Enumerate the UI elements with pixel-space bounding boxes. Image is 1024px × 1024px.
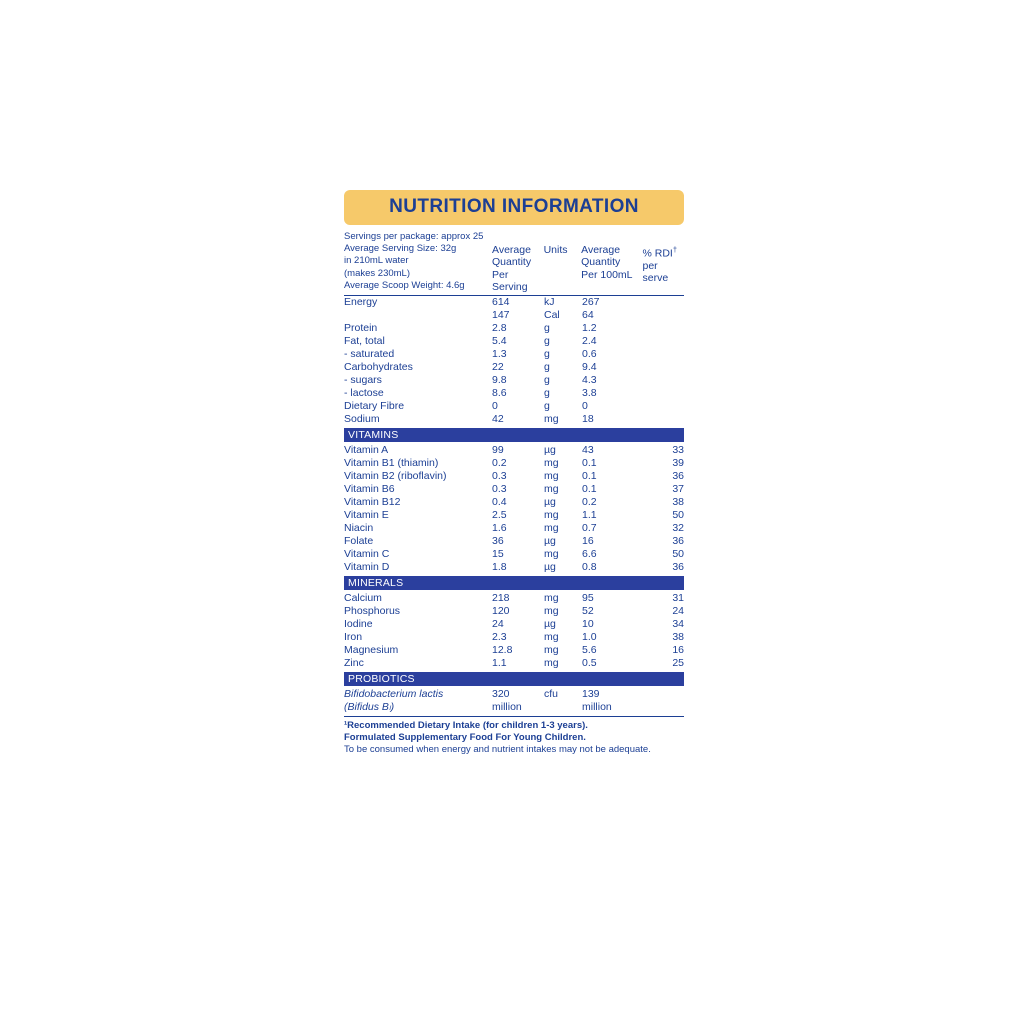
table-row <box>344 335 684 348</box>
table-row <box>344 535 684 548</box>
row-per-100ml-value: 1.2 <box>582 321 597 334</box>
table-row <box>344 631 684 644</box>
row-units-value: µg <box>544 534 556 547</box>
table-row <box>344 618 684 631</box>
table-row <box>344 592 684 605</box>
row-per-100ml-value: 1.0 <box>582 630 597 643</box>
table-column-headers <box>492 244 684 294</box>
row-nutrient-name: Vitamin B12 <box>344 495 401 508</box>
row-per-serving-value: 1.1 <box>492 656 507 669</box>
row-rdi-value: 38 <box>672 630 684 643</box>
row-per-serving-value: 24 <box>492 617 504 630</box>
row-per-serving-value: 2.8 <box>492 321 507 334</box>
row-units-value: g <box>544 399 550 412</box>
header-rdi <box>640 244 684 294</box>
row-per-serving-value: million <box>492 700 522 713</box>
row-nutrient-name: Protein <box>344 321 378 334</box>
row-nutrient-name: Vitamin D <box>344 560 390 573</box>
row-per-serving-value: 0.4 <box>492 495 507 508</box>
row-per-100ml-value: 0.7 <box>582 521 597 534</box>
nutrition-section-table <box>344 444 684 574</box>
row-per-100ml-value: million <box>582 700 612 713</box>
table-row <box>344 413 684 426</box>
table-row <box>344 522 684 535</box>
table-row <box>344 400 684 413</box>
row-per-serving-value: 2.5 <box>492 508 507 521</box>
table-row <box>344 688 684 701</box>
row-rdi-value: 36 <box>672 534 684 547</box>
row-rdi-value <box>642 413 684 426</box>
row-units-value: Cal <box>544 308 560 321</box>
row-rdi-value <box>642 348 684 361</box>
row-rdi-value: 16 <box>672 643 684 656</box>
header-per-serving-l2: Quantity <box>492 256 532 269</box>
table-row <box>344 605 684 618</box>
row-per-100ml-value: 9.4 <box>582 360 597 373</box>
row-per-100ml-value: 95 <box>582 591 594 604</box>
row-rdi-value <box>642 400 684 413</box>
meta-line-1: Average Serving Size: 32g <box>344 243 457 255</box>
row-units-value: µg <box>544 560 556 573</box>
row-rdi-value: 50 <box>672 508 684 521</box>
row-per-serving-value: 120 <box>492 604 510 617</box>
row-rdi-value <box>642 309 684 322</box>
row-units-value: µg <box>544 495 556 508</box>
row-nutrient-name: - sugars <box>344 373 382 386</box>
row-per-100ml-value: 0.6 <box>582 347 597 360</box>
row-nutrient-name: Vitamin B1 (thiamin) <box>344 456 439 469</box>
row-per-serving-value: 218 <box>492 591 510 604</box>
row-per-serving-value: 0.3 <box>492 482 507 495</box>
row-units-value: g <box>544 386 550 399</box>
meta-line-4: Average Scoop Weight: 4.6g <box>344 279 465 291</box>
table-row <box>344 374 684 387</box>
nutrition-section-table <box>344 296 684 426</box>
row-rdi-value: 25 <box>672 656 684 669</box>
row-per-serving-value: 1.6 <box>492 521 507 534</box>
row-nutrient-name: Magnesium <box>344 643 399 656</box>
header-units: Units <box>543 244 568 257</box>
row-rdi-value <box>642 361 684 374</box>
row-units-value: g <box>544 334 550 347</box>
row-per-100ml-value: 0.2 <box>582 495 597 508</box>
table-row <box>344 387 684 400</box>
row-units-value: g <box>544 373 550 386</box>
row-per-100ml-value: 0.5 <box>582 656 597 669</box>
row-per-100ml-value: 6.6 <box>582 547 597 560</box>
header-per-serving-l1: Average <box>492 244 531 257</box>
header-per-serving <box>492 244 544 294</box>
row-per-100ml-value: 0.1 <box>582 469 597 482</box>
row-per-serving-value: 1.8 <box>492 560 507 573</box>
row-per-100ml-value: 0 <box>582 399 588 412</box>
table-row <box>344 309 684 322</box>
row-units-value: mg <box>544 456 559 469</box>
row-units-value: mg <box>544 469 559 482</box>
row-units-value: g <box>544 321 550 334</box>
row-per-100ml-value: 4.3 <box>582 373 597 386</box>
row-per-serving-value: 320 <box>492 687 510 700</box>
table-row <box>344 444 684 457</box>
header-rdi-text: % RDI <box>642 247 673 260</box>
row-per-serving-value: 22 <box>492 360 504 373</box>
row-per-serving-value: 0.2 <box>492 456 507 469</box>
row-per-serving-value: 2.3 <box>492 630 507 643</box>
nutrition-table-body <box>344 296 684 714</box>
meta-line-0: Servings per package: approx 25 <box>344 231 484 242</box>
row-units-value: mg <box>544 482 559 495</box>
table-row <box>344 509 684 522</box>
table-row <box>344 548 684 561</box>
row-per-100ml-value: 18 <box>582 412 594 425</box>
row-units-value: µg <box>544 617 556 630</box>
nutrition-information-panel <box>344 190 684 756</box>
row-units-value: mg <box>544 604 559 617</box>
row-rdi-value: 34 <box>672 617 684 630</box>
footer-notes <box>344 720 684 756</box>
row-per-serving-value: 1.3 <box>492 347 507 360</box>
row-nutrient-name: Dietary Fibre <box>344 399 405 412</box>
meta-line-2: in 210mL water <box>344 255 409 267</box>
table-row <box>344 348 684 361</box>
row-per-100ml-value: 0.1 <box>582 482 597 495</box>
row-nutrient-name: Vitamin E <box>344 508 389 521</box>
table-row <box>344 361 684 374</box>
header-rdi-dagger: † <box>672 245 677 255</box>
row-per-100ml-value: 52 <box>582 604 594 617</box>
row-per-serving-value: 614 <box>492 295 510 308</box>
row-units-value: mg <box>544 656 559 669</box>
row-per-serving-value: 15 <box>492 547 504 560</box>
row-per-100ml-value: 3.8 <box>582 386 597 399</box>
row-per-serving-value: 8.6 <box>492 386 507 399</box>
table-row <box>344 483 684 496</box>
table-row <box>344 296 684 309</box>
row-per-serving-value: 36 <box>492 534 504 547</box>
header-rdi-l2: per serve <box>642 259 669 285</box>
section-header-probiotics: PROBIOTICS <box>344 672 684 686</box>
row-nutrient-name: - lactose <box>344 386 384 399</box>
row-rdi-value: 39 <box>672 456 684 469</box>
row-per-100ml-value: 5.6 <box>582 643 597 656</box>
row-per-100ml-value: 43 <box>582 443 594 456</box>
row-per-100ml-value: 0.1 <box>582 456 597 469</box>
row-rdi-value: 33 <box>672 443 684 456</box>
row-nutrient-name: Phosphorus <box>344 604 401 617</box>
row-per-100ml-value: 16 <box>582 534 594 547</box>
row-rdi-value: 36 <box>672 560 684 573</box>
row-per-100ml-value: 1.1 <box>582 508 597 521</box>
row-rdi-value <box>642 322 684 335</box>
row-rdi-value <box>642 296 684 309</box>
row-nutrient-name: Fat, total <box>344 334 385 347</box>
row-units-value: g <box>544 347 550 360</box>
row-rdi-value: 36 <box>672 469 684 482</box>
row-units-value: µg <box>544 443 556 456</box>
header-per-100ml-l1: Average <box>581 244 621 257</box>
row-rdi-value <box>642 374 684 387</box>
table-row <box>344 496 684 509</box>
row-nutrient-name: Vitamin C <box>344 547 390 560</box>
row-per-serving-value: 99 <box>492 443 504 456</box>
row-per-100ml-value: 2.4 <box>582 334 597 347</box>
table-row <box>344 701 684 714</box>
row-rdi-value: 37 <box>672 482 684 495</box>
row-rdi-value <box>642 387 684 400</box>
row-nutrient-name: Bifidobacterium lactis <box>344 687 444 700</box>
row-rdi-value <box>642 335 684 348</box>
row-per-100ml-value: 0.8 <box>582 560 597 573</box>
nutrition-section-table <box>344 592 684 670</box>
table-row <box>344 457 684 470</box>
header-rdi-l1 <box>642 244 684 260</box>
row-units-value: g <box>544 360 550 373</box>
header-per-100ml-l3: Per 100mL <box>581 268 633 281</box>
row-per-serving-value: 42 <box>492 412 504 425</box>
row-units-value: mg <box>544 412 559 425</box>
row-nutrient-name: Calcium <box>344 591 382 604</box>
table-row <box>344 644 684 657</box>
row-per-serving-value: 0.3 <box>492 469 507 482</box>
header-per-serving-l3: Per Serving <box>492 268 528 294</box>
serving-meta <box>344 231 494 292</box>
row-units-value: kJ <box>544 295 555 308</box>
row-per-100ml-value: 267 <box>582 295 600 308</box>
row-nutrient-name: Carbohydrates <box>344 360 413 373</box>
row-per-serving-value: 5.4 <box>492 334 507 347</box>
header-per-100ml <box>581 244 640 294</box>
row-nutrient-name: (Bifidus Bₗ) <box>344 700 395 713</box>
table-row <box>344 657 684 670</box>
row-units-value: mg <box>544 521 559 534</box>
row-rdi-value <box>642 701 684 714</box>
table-row <box>344 322 684 335</box>
row-nutrient-name: Iron <box>344 630 363 643</box>
row-per-serving-value: 9.8 <box>492 373 507 386</box>
footer-line-2: Formulated Supplementary Food For Young Children. <box>344 731 586 743</box>
row-units-value <box>544 701 582 714</box>
row-units-value: mg <box>544 643 559 656</box>
footer-line-1: ¹Recommended Dietary Intake (for children 1-3 years). <box>344 719 588 731</box>
meta-line-3: (makes 230mL) <box>344 267 410 279</box>
row-units-value: mg <box>544 591 559 604</box>
row-nutrient-name: Vitamin B2 (riboflavin) <box>344 469 447 482</box>
row-nutrient-name <box>344 309 492 322</box>
row-rdi-value: 31 <box>672 591 684 604</box>
footer-divider <box>344 716 684 717</box>
section-header-vitamins: VITAMINS <box>344 428 684 442</box>
row-rdi-value: 32 <box>672 521 684 534</box>
row-rdi-value: 50 <box>672 547 684 560</box>
row-units-value: mg <box>544 547 559 560</box>
row-units-value: mg <box>544 630 559 643</box>
nutrition-section-table <box>344 688 684 714</box>
row-per-serving-value: 12.8 <box>492 643 513 656</box>
row-nutrient-name: - saturated <box>344 347 395 360</box>
header-per-100ml-l2: Quantity <box>581 256 621 269</box>
row-nutrient-name: Vitamin A <box>344 443 389 456</box>
row-units-value: cfu <box>544 687 559 700</box>
row-per-100ml-value: 139 <box>582 687 600 700</box>
row-rdi-value <box>642 688 684 701</box>
row-per-100ml-value: 64 <box>582 308 594 321</box>
row-nutrient-name: Sodium <box>344 412 380 425</box>
row-per-100ml-value: 10 <box>582 617 594 630</box>
row-nutrient-name: Iodine <box>344 617 373 630</box>
section-header-minerals: MINERALS <box>344 576 684 590</box>
row-nutrient-name: Niacin <box>344 521 374 534</box>
row-nutrient-name: Vitamin B6 <box>344 482 395 495</box>
table-row <box>344 561 684 574</box>
page-title: NUTRITION INFORMATION <box>344 190 684 225</box>
row-per-serving-value: 0 <box>492 399 498 412</box>
table-row <box>344 470 684 483</box>
row-nutrient-name: Energy <box>344 295 378 308</box>
row-nutrient-name: Folate <box>344 534 374 547</box>
row-nutrient-name: Zinc <box>344 656 364 669</box>
footer-line-3: To be consumed when energy and nutrient intakes may not be adequate. <box>344 743 651 755</box>
row-units-value: mg <box>544 508 559 521</box>
row-rdi-value: 38 <box>672 495 684 508</box>
row-rdi-value: 24 <box>672 604 684 617</box>
row-per-serving-value: 147 <box>492 308 510 321</box>
